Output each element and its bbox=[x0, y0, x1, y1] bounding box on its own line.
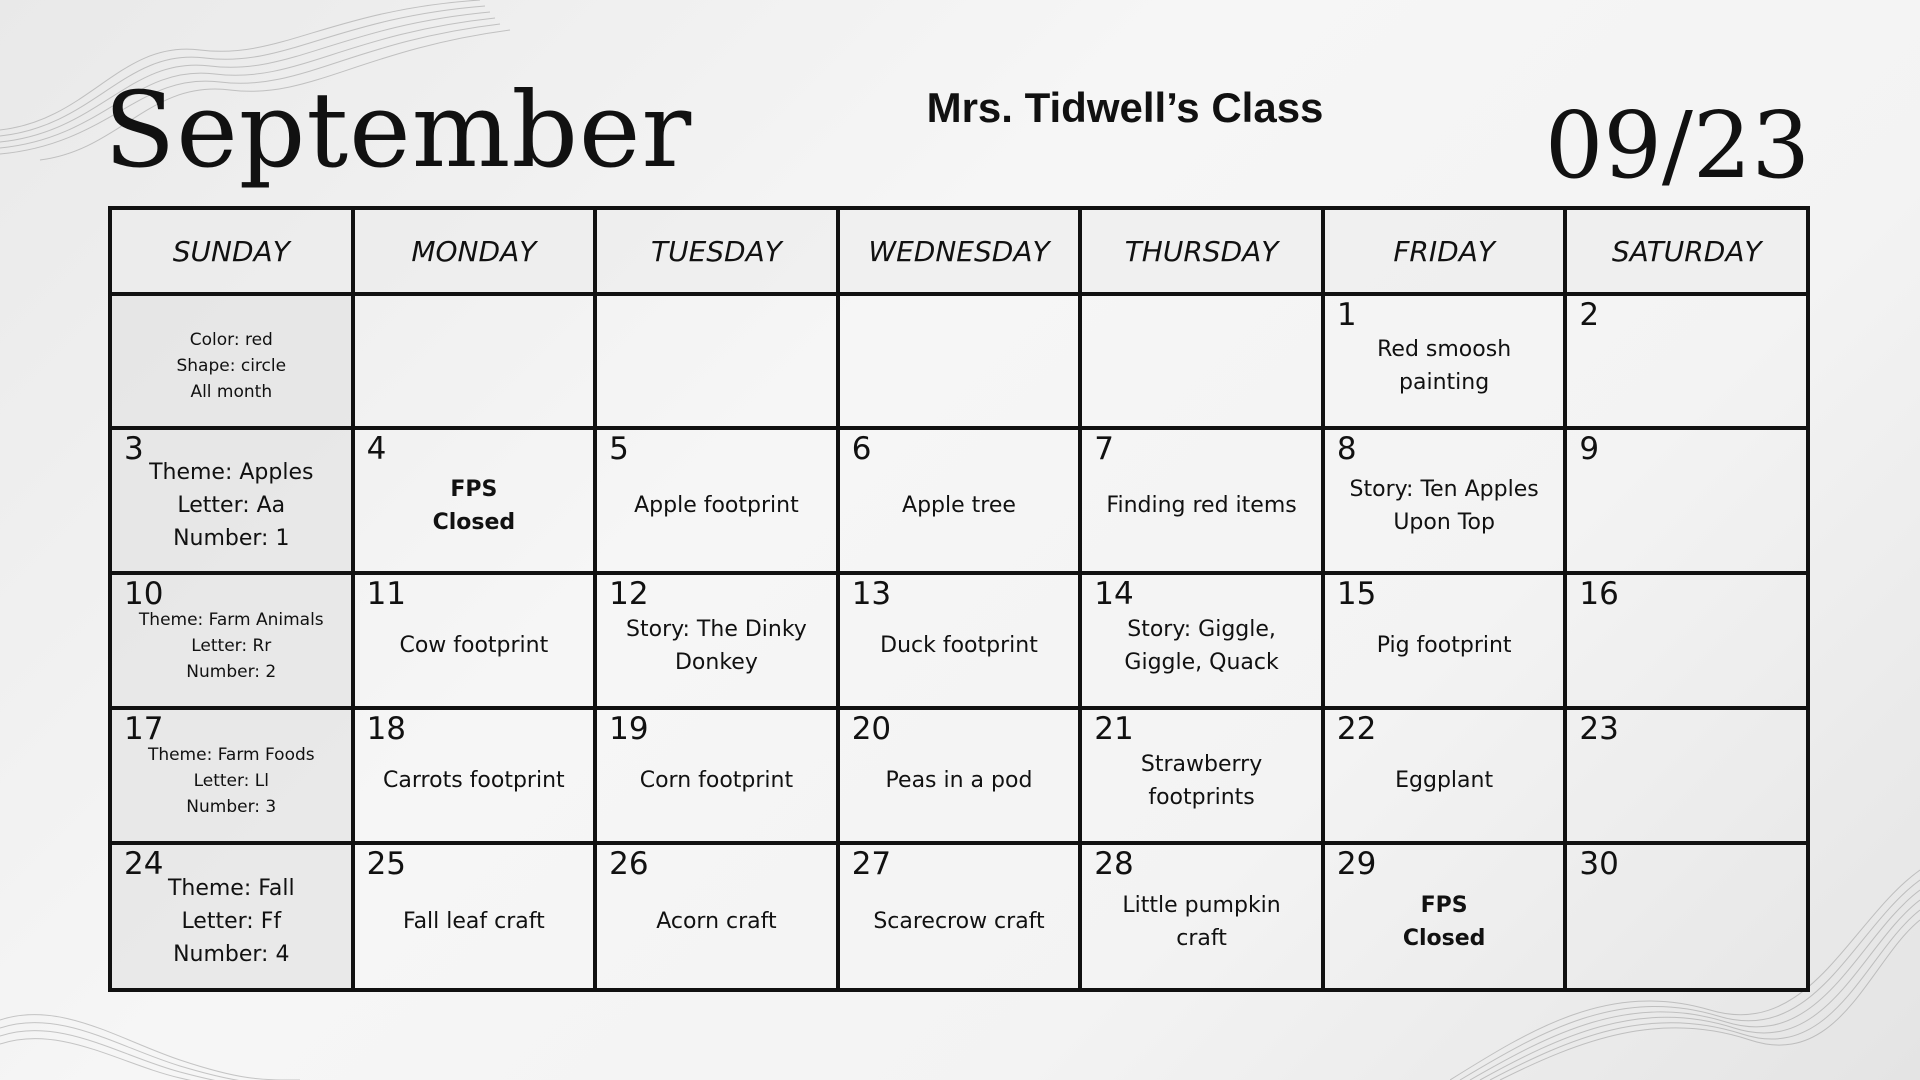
calendar-day-cell bbox=[840, 430, 1083, 575]
calendar-day-cell bbox=[840, 575, 1083, 710]
day-number: 12 bbox=[609, 576, 649, 612]
day-activity: Red smoosh painting bbox=[1377, 337, 1512, 395]
day-activity bbox=[848, 296, 1071, 426]
day-number: 14 bbox=[1094, 576, 1134, 612]
calendar-day-cell bbox=[1567, 845, 1810, 992]
day-number: 18 bbox=[366, 711, 407, 747]
day-number: 28 bbox=[1094, 846, 1134, 882]
calendar-day-cell bbox=[1325, 430, 1568, 575]
day-activity: Theme: Apples Letter: Aa Number: 1 bbox=[149, 460, 314, 551]
day-activity: FPS Closed bbox=[432, 476, 516, 535]
day-number: 26 bbox=[609, 846, 649, 882]
day-number: 3 bbox=[124, 431, 144, 467]
day-activity: Theme: Farm Animals Letter: Rr Number: 2 bbox=[138, 609, 324, 682]
calendar-day-cell bbox=[1082, 296, 1325, 430]
day-activity: Eggplant bbox=[1395, 768, 1494, 793]
day-activity bbox=[605, 296, 828, 426]
calendar-day-cell bbox=[1082, 845, 1325, 992]
day-activity: Finding red items bbox=[1106, 493, 1297, 518]
day-number: 19 bbox=[609, 711, 649, 747]
day-number: 7 bbox=[1094, 431, 1115, 467]
calendar-day-cell bbox=[1567, 575, 1810, 710]
day-activity bbox=[1090, 296, 1313, 426]
day-number: 6 bbox=[851, 431, 872, 467]
calendar-day-cell bbox=[355, 296, 598, 430]
calendar-day-cell bbox=[840, 845, 1083, 992]
day-activity bbox=[1575, 710, 1798, 841]
day-activity: Carrots footprint bbox=[383, 768, 565, 793]
calendar-day-cell bbox=[112, 845, 355, 992]
calendar-day-cell bbox=[355, 845, 598, 992]
day-activity: Story: Ten Apples Upon Top bbox=[1349, 476, 1539, 535]
day-activity: Duck footprint bbox=[880, 633, 1038, 658]
calendar-day-cell bbox=[112, 575, 355, 710]
day-number: 27 bbox=[851, 846, 892, 882]
calendar-day-cell bbox=[597, 710, 840, 845]
day-number: 8 bbox=[1336, 431, 1357, 467]
day-activity: Theme: Fall Letter: Ff Number: 4 bbox=[167, 876, 295, 967]
day-activity bbox=[1575, 575, 1798, 706]
weekday-header-thursday: THURSDAY bbox=[1082, 210, 1325, 296]
calendar-day-cell bbox=[597, 575, 840, 710]
day-number: 25 bbox=[366, 846, 407, 882]
calendar-day-cell bbox=[1082, 430, 1325, 575]
day-number: 15 bbox=[1336, 576, 1377, 612]
calendar-day-cell bbox=[840, 296, 1083, 430]
weekday-header-monday: MONDAY bbox=[355, 210, 598, 296]
calendar-day-cell bbox=[355, 710, 598, 845]
calendar-day-cell bbox=[1325, 575, 1568, 710]
day-number: 23 bbox=[1579, 711, 1619, 747]
calendar-day-cell bbox=[1325, 710, 1568, 845]
calendar-day-cell bbox=[597, 845, 840, 992]
weekday-header-friday: FRIDAY bbox=[1325, 210, 1568, 296]
day-number: 9 bbox=[1579, 431, 1600, 467]
calendar-grid bbox=[108, 206, 1810, 992]
class-title: Mrs. Tidwell’s Class bbox=[926, 84, 1324, 131]
day-number: 11 bbox=[366, 576, 407, 612]
weekday-header-saturday: SATURDAY bbox=[1567, 210, 1810, 296]
decorative-wave-bottom-left bbox=[0, 1000, 300, 1080]
day-activity: Color: red Shape: circle All month bbox=[176, 330, 287, 402]
month-title: September bbox=[104, 69, 693, 191]
day-activity: Pig footprint bbox=[1376, 633, 1512, 658]
day-activity: Apple tree bbox=[902, 493, 1016, 518]
month-year-code: 09/23 bbox=[1544, 92, 1810, 199]
day-activity bbox=[1575, 845, 1798, 988]
day-number: 1 bbox=[1336, 297, 1357, 333]
day-activity: Apple footprint bbox=[634, 493, 799, 518]
calendar-day-cell bbox=[1325, 845, 1568, 992]
weekday-header-tuesday: TUESDAY bbox=[597, 210, 840, 296]
day-activity bbox=[363, 296, 586, 426]
day-number: 4 bbox=[366, 431, 387, 467]
day-number: 17 bbox=[124, 711, 164, 747]
day-number: 21 bbox=[1094, 711, 1134, 747]
day-number: 16 bbox=[1579, 576, 1619, 612]
calendar-day-cell bbox=[1325, 296, 1568, 430]
day-number: 30 bbox=[1579, 846, 1619, 882]
calendar-day-cell bbox=[1567, 710, 1810, 845]
day-activity: Story: Giggle, Giggle, Quack bbox=[1124, 616, 1279, 675]
calendar-day-cell bbox=[355, 575, 598, 710]
day-activity bbox=[1575, 430, 1798, 571]
day-number: 2 bbox=[1579, 297, 1600, 333]
calendar-day-cell bbox=[1082, 710, 1325, 845]
calendar-day-cell bbox=[840, 710, 1083, 845]
calendar-day-cell bbox=[112, 430, 355, 575]
weekday-header-wednesday: WEDNESDAY bbox=[840, 210, 1083, 296]
calendar-day-cell bbox=[597, 296, 840, 430]
day-activity: Strawberry footprints bbox=[1140, 751, 1263, 810]
calendar-day-cell bbox=[597, 430, 840, 575]
day-activity: Corn footprint bbox=[639, 768, 794, 793]
calendar-day-cell bbox=[1567, 296, 1810, 430]
day-activity: Little pumpkin craft bbox=[1122, 892, 1281, 951]
calendar-day-cell bbox=[112, 710, 355, 845]
day-number: 22 bbox=[1336, 711, 1377, 747]
day-number: 20 bbox=[851, 711, 892, 747]
day-number: 13 bbox=[851, 576, 892, 612]
day-activity: FPS Closed bbox=[1402, 892, 1486, 951]
day-number: 10 bbox=[124, 576, 164, 612]
day-activity: Scarecrow craft bbox=[873, 909, 1045, 934]
day-activity: Peas in a pod bbox=[885, 768, 1033, 793]
day-activity bbox=[1575, 296, 1798, 426]
day-activity: Story: The Dinky Donkey bbox=[626, 616, 807, 675]
day-number: 24 bbox=[124, 846, 164, 882]
day-number: 29 bbox=[1336, 846, 1377, 882]
day-activity: Theme: Farm Foods Letter: Ll Number: 3 bbox=[147, 744, 315, 817]
calendar-day-cell bbox=[112, 296, 355, 430]
day-activity: Fall leaf craft bbox=[402, 909, 545, 934]
calendar-day-cell bbox=[355, 430, 598, 575]
weekday-header-sunday: SUNDAY bbox=[112, 210, 355, 296]
calendar-day-cell bbox=[1082, 575, 1325, 710]
day-number: 5 bbox=[609, 431, 629, 467]
day-activity: Cow footprint bbox=[399, 633, 549, 658]
calendar-day-cell bbox=[1567, 430, 1810, 575]
day-activity: Acorn craft bbox=[656, 909, 777, 934]
